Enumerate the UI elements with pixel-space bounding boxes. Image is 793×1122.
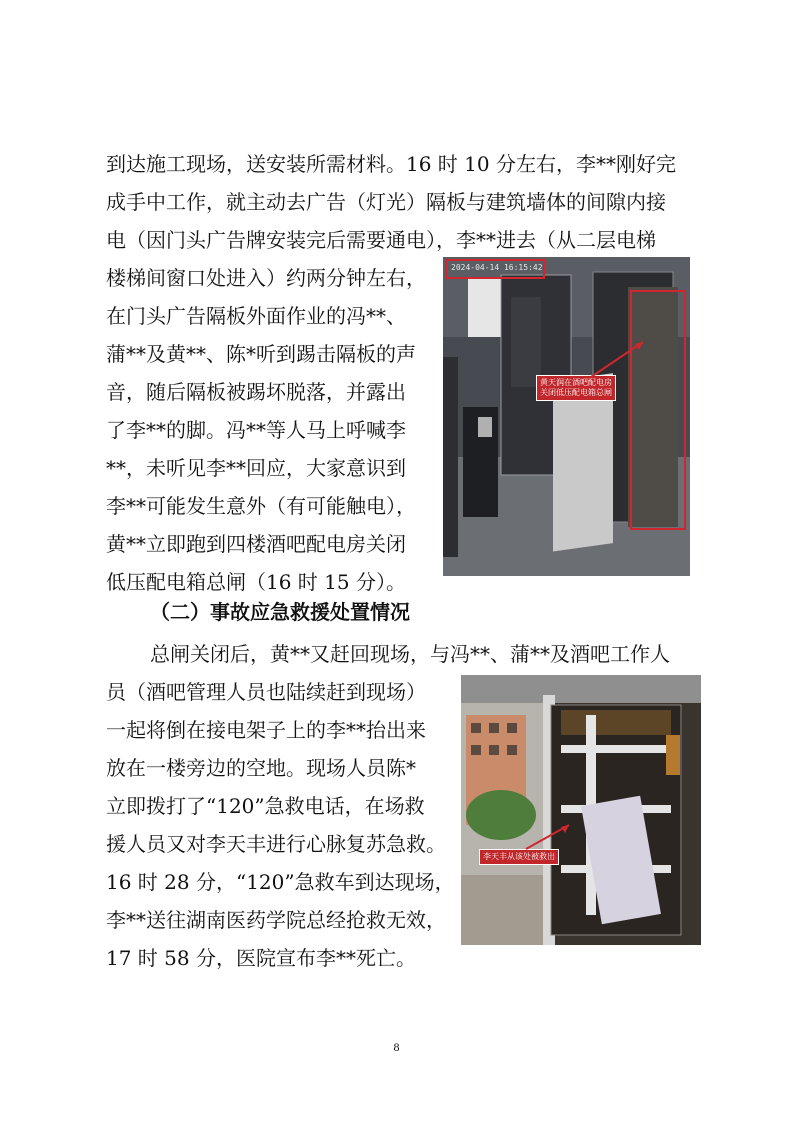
text-line-9: **，未听见李**回应，大家意识到 [106, 456, 406, 480]
text-line-19: 16 时 28 分，“120”急救车到达现场， [106, 870, 455, 894]
text-line-7: 音，随后隔板被踢坏脱落，并露出 [106, 380, 406, 404]
text-line-8: 了李**的脚。冯**等人马上呼喊李 [106, 418, 406, 442]
photo1-caption-line2: 关闭低压配电箱总闸 [540, 388, 612, 397]
text-line-1: 到达施工现场，送安装所需材料。16 时 10 分左右，李**刚好完 [106, 152, 676, 176]
text-line-17: 立即拨打了“120”急救电话，在场救 [106, 794, 425, 818]
cctv-timestamp: 2024-04-14 16:15:42 [451, 263, 543, 272]
text-line-2: 成手中工作，就主动去广告（灯光）隔板与建筑墙体的间隙内接 [106, 190, 666, 214]
text-line-21: 17 时 58 分，医院宣布李**死亡。 [106, 946, 416, 970]
text-line-10: 李**可能发生意外（有可能触电）， [106, 494, 416, 518]
text-line-20: 李**送往湖南医药学院总经抢救无效， [106, 908, 446, 932]
photo1-caption-line1: 黄天润在酒吧配电房 [540, 378, 612, 387]
text-line-12: 低压配电箱总闸（16 时 15 分）。 [106, 570, 406, 594]
text-line-6: 蒲**及黄**、陈*听到踢击隔板的声 [106, 342, 416, 366]
text-line-4: 楼梯间窗口处进入）约两分钟左右， [106, 266, 426, 290]
text-line-15: 一起将倒在接电架子上的李**抬出来 [106, 718, 426, 742]
text-line-5: 在门头广告隔板外面作业的冯**、 [106, 304, 406, 328]
text-line-3: 电（因门头广告牌安装完后需要通电），李**进去（从二层电梯 [106, 228, 656, 252]
section-heading: （二）事故应急救援处置情况 [150, 600, 410, 624]
photo2-arrow [461, 675, 701, 945]
page-number: 8 [393, 1040, 400, 1054]
photo1-arrow [443, 257, 690, 576]
photo2-caption: 李天丰从该处被救出 [479, 849, 559, 865]
text-line-13: 总闸关闭后，黄**又赶回现场，与冯**、蒲**及酒吧工作人 [150, 642, 670, 666]
text-line-16: 放在一楼旁边的空地。现场人员陈* [106, 756, 416, 780]
rescue-site-photo [461, 675, 701, 945]
cctv-photo [443, 257, 690, 576]
text-line-11: 黄**立即跑到四楼酒吧配电房关闭 [106, 532, 406, 556]
text-line-14: 员（酒吧管理人员也陆续赶到现场） [106, 680, 426, 704]
text-line-18: 援人员又对李天丰进行心脉复苏急救。 [106, 832, 446, 856]
